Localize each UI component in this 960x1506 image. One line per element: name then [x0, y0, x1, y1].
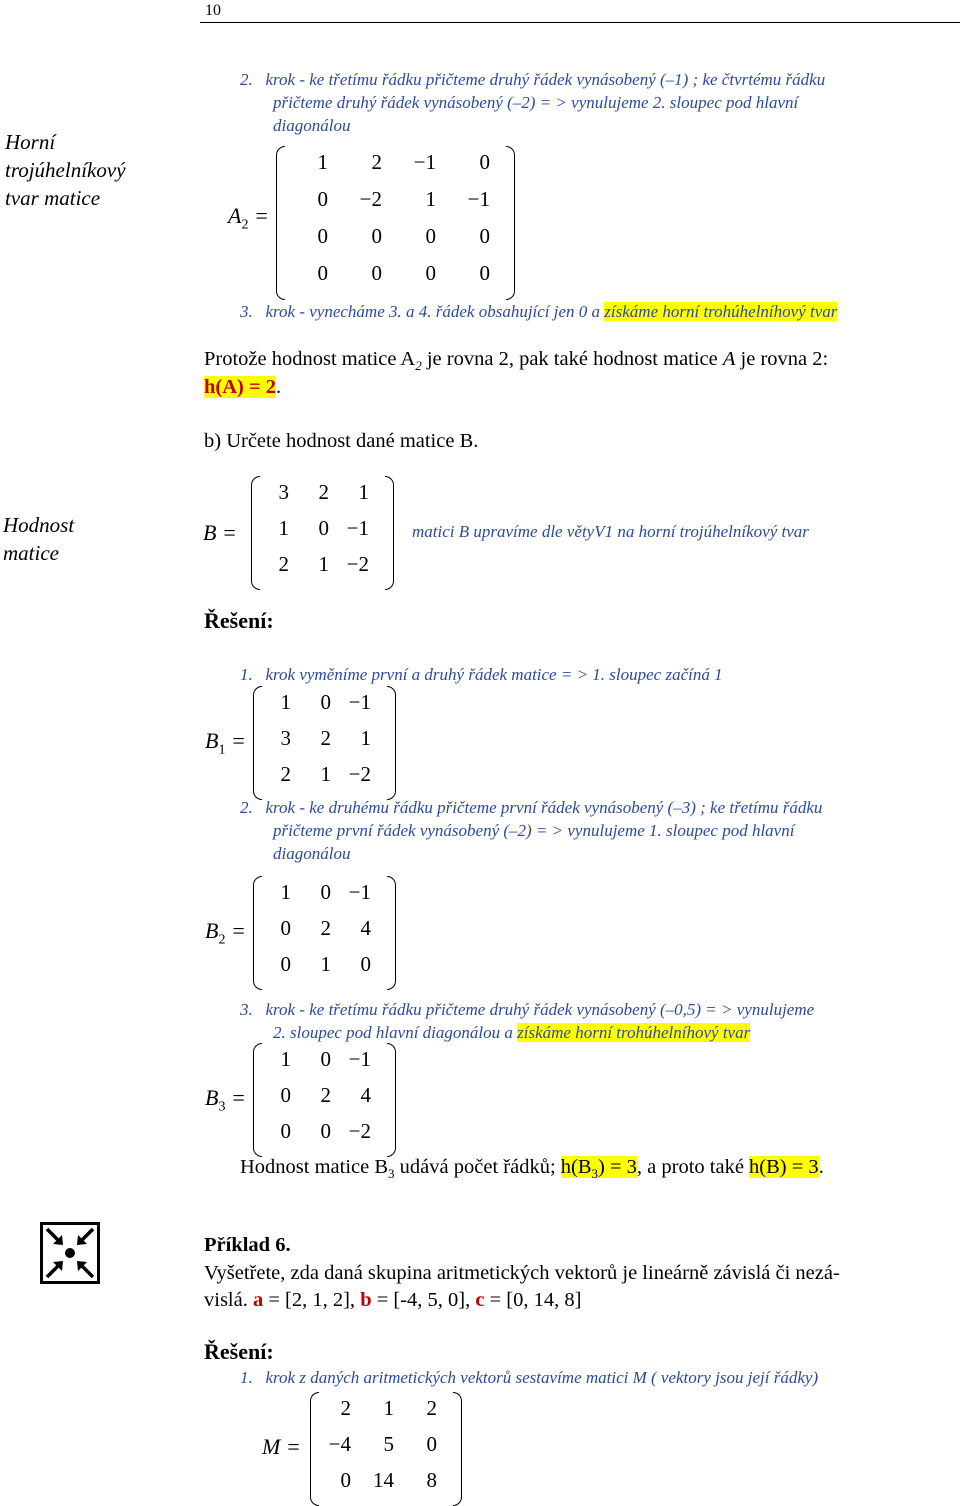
solution-label-2: Řešení: [204, 1339, 274, 1364]
matrix-cell: 0 [320, 880, 331, 904]
matrix-cell: 1 [280, 1047, 291, 1071]
step-b2 [240, 796, 822, 819]
matrix-cell: 2 [280, 762, 291, 786]
sidebar-note-line: tvar matice [5, 186, 101, 210]
matrix-label: $B_1$ = [205, 728, 246, 758]
matrix-cell: 5 [383, 1432, 394, 1456]
matrix-cell: 2 [320, 726, 331, 750]
step-a2 [240, 68, 825, 91]
step-number: 3. [240, 1000, 253, 1019]
right-bracket [453, 1392, 462, 1506]
matrix-cell: −4 [328, 1432, 351, 1456]
matrix-cell: 0 [318, 516, 329, 540]
step-b1 [240, 663, 723, 686]
matrix-label: B = [203, 520, 237, 545]
step-m1 [240, 1366, 818, 1389]
sidebar-note-line: Horní [5, 130, 56, 154]
text-segment: . [818, 1156, 824, 1178]
matrix-cell: 0 [371, 261, 382, 285]
matrix-cell: −1 [348, 690, 371, 714]
matrix-cell: 4 [360, 916, 371, 940]
sidebar-note-line: trojúhelníkový [5, 158, 126, 182]
matrix-label: M = [262, 1434, 301, 1459]
subscript: 3 [388, 1166, 395, 1182]
vector-value: = [0, 14, 8] [484, 1289, 582, 1311]
matrix-cell: 0 [479, 224, 490, 248]
step-number: 1. [240, 665, 253, 684]
step-text: krok - ke třetímu řádku přičteme druhý řádek vynásobený (–0,5) = > vynulujeme [265, 1000, 815, 1019]
matrix-cell: −2 [348, 762, 371, 786]
sidebar-note-line: matice [3, 541, 59, 565]
right-bracket [387, 1043, 396, 1157]
matrix-cell: 0 [280, 1119, 291, 1143]
example-title: Příklad 6. [204, 1234, 291, 1256]
matrix-cell: −2 [348, 1119, 371, 1143]
matrix-cell: 1 [280, 690, 291, 714]
matrix-cell: −1 [467, 187, 490, 211]
text-segment: , a proto také [636, 1156, 750, 1178]
matrix-cell: 2 [318, 480, 329, 504]
example-line1: Vyšetřete, zda daná skupina aritmetických vektorů je lineárně závislá či nezá- [204, 1262, 840, 1284]
rank-result: h(A) = 2 [204, 376, 277, 398]
sidebar-note-triangular [5, 128, 126, 212]
step-text: krok - vynecháme 3. a 4. řádek obsahující jen 0 a [265, 302, 601, 321]
rank-b-result: h(B) = 3 [749, 1156, 819, 1178]
matrix-cell: 0 [317, 187, 328, 211]
step-number: 1. [240, 1368, 253, 1387]
solution-label: Řešení: [204, 608, 274, 633]
step-number: 3. [240, 302, 253, 321]
matrix-cell: 1 [278, 516, 289, 540]
matrix-b-note: matici B upravíme dle větyV1 na horní trojúhelníkový tvar [412, 522, 809, 541]
matrix-cell: 2 [278, 552, 289, 576]
sidebar-note-line: Hodnost [3, 513, 75, 537]
step-a3 [240, 300, 837, 323]
text-segment: je rovna 2: [735, 348, 829, 370]
highlighted-text: získáme horní trohúhelníhový tvar [604, 302, 838, 321]
matrix-cell: 0 [425, 224, 436, 248]
step-text: krok vyměníme první a druhý řádek matice = > 1. sloupec začíná 1 [265, 665, 723, 684]
text-segment: udává počet řádků; [394, 1156, 561, 1178]
page-number: 10 [205, 2, 221, 19]
matrix-cell: 2 [371, 150, 382, 174]
matrix-cell: −2 [359, 187, 382, 211]
subscript: 2 [415, 358, 422, 374]
matrix-cell: 0 [280, 916, 291, 940]
matrix-cell: 2 [340, 1396, 351, 1420]
vector-value: = [2, 1, 2], [263, 1289, 361, 1311]
matrix-cell: 0 [479, 261, 490, 285]
matrix-cell: 4 [360, 1083, 371, 1107]
right-bracket [385, 476, 394, 590]
conclusion-b [240, 1153, 824, 1188]
right-bracket [387, 686, 396, 800]
step-b2-line3: diagonálou [273, 844, 351, 863]
matrix-cell: 2 [426, 1396, 437, 1420]
matrix-cell: 1 [280, 880, 291, 904]
matrix-cell: 0 [320, 1119, 331, 1143]
right-bracket [506, 146, 515, 300]
matrix-cell: 8 [426, 1468, 437, 1492]
step-b3 [240, 998, 814, 1021]
matrix-cell: 3 [278, 480, 289, 504]
vector-name: b [360, 1289, 372, 1311]
matrix-cell: 1 [318, 552, 329, 576]
text-segment: vislá. [204, 1289, 253, 1311]
matrix-cell: 0 [360, 952, 371, 976]
matrix-cell: −1 [348, 1047, 371, 1071]
text-segment: A [722, 348, 736, 370]
text-segment: . [276, 376, 282, 398]
step-text: krok z daných aritmetických vektorů sestavíme matici M ( vektory jsou její řádky) [265, 1368, 819, 1387]
matrix-b [203, 476, 383, 586]
matrix-cell: −1 [346, 516, 369, 540]
example-line2 [204, 1286, 581, 1314]
matrix-cell: 0 [425, 261, 436, 285]
matrix-cell: −1 [413, 150, 436, 174]
matrix-cell: 1 [360, 726, 371, 750]
step-number: 2. [240, 70, 253, 89]
step-a2-line3: diagonálou [273, 116, 351, 135]
rank-b3-result: $h(B_3) = 3$ [560, 1156, 637, 1182]
task-b: b) Určete hodnost dané matice B. [204, 430, 479, 452]
text-segment: Hodnost matice B [240, 1156, 389, 1178]
step-b3-line2 [273, 1021, 750, 1044]
matrix-a2 [228, 146, 490, 286]
matrix-label: $B_3$ = [205, 1085, 246, 1115]
vector-value: = [-4, 5, 0], [371, 1289, 476, 1311]
matrix-b1 [205, 686, 385, 796]
matrix-b3 [205, 1043, 385, 1153]
matrix-cell: 2 [320, 916, 331, 940]
conclusion-a [204, 345, 828, 380]
highlighted-text: získáme horní trohúhelníhový tvar [517, 1023, 751, 1042]
matrix-cell: 0 [479, 150, 490, 174]
text-segment: Protože hodnost matice A [204, 348, 416, 370]
result-a [204, 373, 281, 401]
matrix-label: $A_2$ = [228, 203, 269, 233]
matrix-cell: 1 [320, 762, 331, 786]
matrix-cell: 0 [317, 224, 328, 248]
matrix-label: $B_2$ = [205, 918, 246, 948]
matrix-cell: 0 [426, 1432, 437, 1456]
matrix-b2 [205, 876, 385, 986]
right-bracket [387, 876, 396, 990]
matrix-cell: 2 [320, 1083, 331, 1107]
step-text: krok - ke třetímu řádku přičteme druhý řádek vynásobený (–1) ; ke čtvrtému řádku [265, 70, 826, 89]
matrix-cell: 0 [371, 224, 382, 248]
step-text: krok - ke druhému řádku přičteme první řádek vynásobený (–3) ; ke třetímu řádku [265, 798, 823, 817]
compress-arrows-icon [40, 1222, 100, 1284]
matrix-cell: 1 [425, 187, 436, 211]
header-rule [200, 22, 960, 23]
matrix-cell: 14 [373, 1468, 394, 1492]
sidebar-note-rank [3, 511, 74, 567]
matrix-cell: −2 [346, 552, 369, 576]
matrix-cell: −1 [348, 880, 371, 904]
matrix-cell: 1 [358, 480, 369, 504]
matrix-cell: 0 [320, 690, 331, 714]
matrix-m [262, 1392, 462, 1502]
step-b2-line2: přičteme první řádek vynásobený (–2) = > vynulujeme 1. sloupec pod hlavní [273, 821, 795, 840]
matrix-cell: 1 [383, 1396, 394, 1420]
step-text: 2. sloupec pod hlavní diagonálou a [273, 1023, 513, 1042]
matrix-cell: 0 [340, 1468, 351, 1492]
matrix-cell: 0 [320, 1047, 331, 1071]
matrix-cell: 0 [280, 1083, 291, 1107]
step-number: 2. [240, 798, 253, 817]
text-segment: je rovna 2, pak také hodnost matice [421, 348, 723, 370]
matrix-cell: 0 [317, 261, 328, 285]
matrix-cell: 1 [317, 150, 328, 174]
matrix-cell: 0 [280, 952, 291, 976]
matrix-cell: 3 [280, 726, 291, 750]
step-a2-line2: přičteme druhý řádek vynásobený (–2) = > vynulujeme 2. sloupec pod hlavní [273, 93, 799, 112]
matrix-cell: 1 [320, 952, 331, 976]
vector-name: c [475, 1289, 485, 1311]
vector-name: a [252, 1289, 264, 1311]
